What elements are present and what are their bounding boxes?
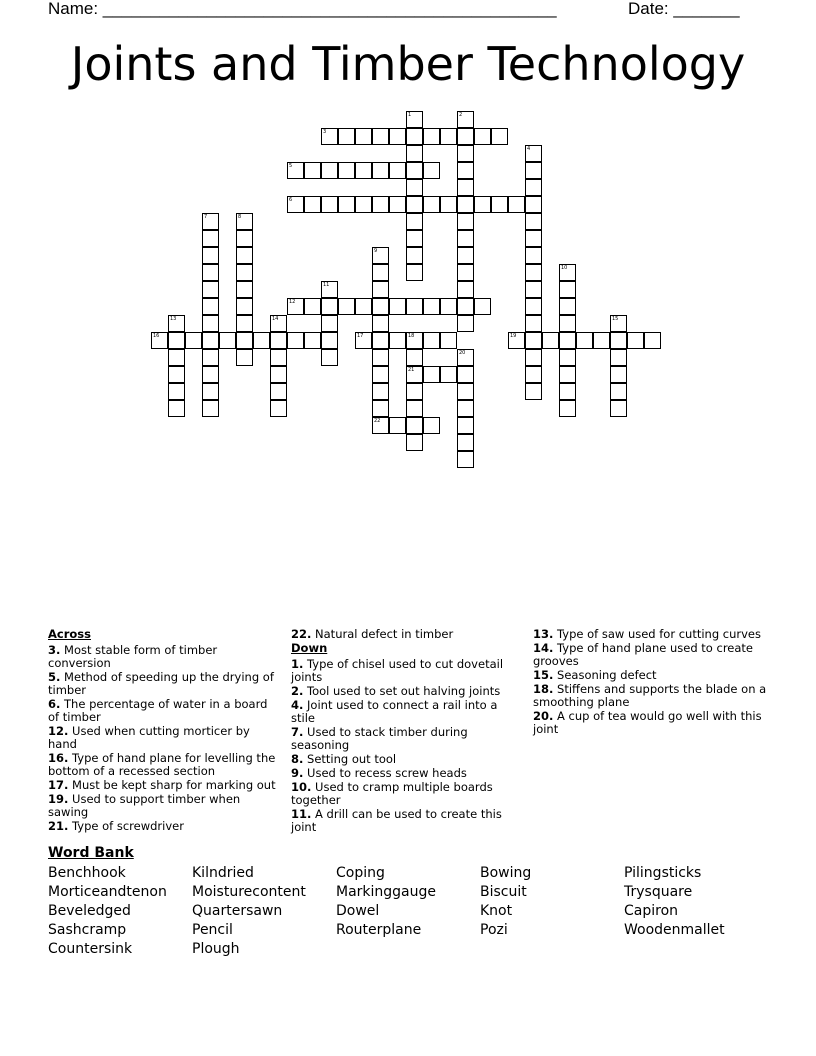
crossword-cell[interactable]	[406, 179, 423, 196]
crossword-cell[interactable]	[270, 332, 287, 349]
crossword-cell[interactable]	[423, 417, 440, 434]
crossword-cell[interactable]	[457, 400, 474, 417]
clue-item: 12. Used when cutting morticer by hand	[48, 724, 250, 751]
clue-number: 10	[561, 265, 568, 271]
clue-item: 14. Type of hand plane used to create grooves	[533, 641, 753, 668]
crossword-cell[interactable]	[287, 298, 304, 315]
crossword-cell[interactable]	[372, 281, 389, 298]
crossword-cell[interactable]	[355, 128, 372, 145]
crossword-cell[interactable]	[474, 298, 491, 315]
crossword-cell[interactable]	[440, 366, 457, 383]
word-bank-item: Kilndried	[192, 865, 254, 881]
crossword-cell[interactable]	[202, 400, 219, 417]
crossword-cell[interactable]	[610, 400, 627, 417]
word-bank-item: Moisturecontent	[192, 884, 306, 900]
crossword-cell[interactable]	[525, 315, 542, 332]
crossword-cell[interactable]	[457, 111, 474, 128]
word-bank-item: Morticeandtenon	[48, 884, 167, 900]
word-bank-item: Benchhook	[48, 865, 126, 881]
clue-number: 22	[374, 418, 381, 424]
crossword-cell[interactable]	[474, 128, 491, 145]
crossword-cell[interactable]	[525, 349, 542, 366]
word-bank-item: Coping	[336, 865, 385, 881]
clue-number: 6	[289, 197, 293, 203]
crossword-cell[interactable]	[372, 162, 389, 179]
crossword-cell[interactable]	[202, 332, 219, 349]
clue-item: 4. Joint used to connect a rail into a stile	[291, 698, 498, 725]
page-title: Joints and Timber Technology	[70, 37, 746, 91]
crossword-cell[interactable]	[236, 264, 253, 281]
crossword-cell[interactable]	[236, 247, 253, 264]
crossword-cell[interactable]	[406, 332, 423, 349]
crossword-cell[interactable]	[151, 332, 168, 349]
crossword-cell[interactable]	[202, 315, 219, 332]
date-field-label: Date: _______	[628, 0, 740, 18]
crossword-cell[interactable]	[406, 264, 423, 281]
crossword-cell[interactable]	[576, 332, 593, 349]
clues-column-1	[48, 628, 278, 834]
crossword-cell[interactable]	[457, 383, 474, 400]
clue-number: 1	[408, 112, 412, 118]
crossword-cell[interactable]	[202, 366, 219, 383]
clue-item: 20. A cup of tea would go well with this joint	[533, 709, 762, 736]
word-bank-item: Pencil	[192, 922, 233, 938]
crossword-cell[interactable]	[236, 332, 253, 349]
crossword-cell[interactable]	[321, 332, 338, 349]
crossword-cell[interactable]	[168, 383, 185, 400]
crossword-cell[interactable]	[168, 332, 185, 349]
crossword-cell[interactable]	[525, 298, 542, 315]
crossword-cell[interactable]	[202, 213, 219, 230]
crossword-cell[interactable]	[406, 400, 423, 417]
word-bank-item: Countersink	[48, 941, 133, 957]
word-bank-item: Woodenmallet	[624, 922, 725, 938]
crossword-cell[interactable]	[406, 162, 423, 179]
crossword-cell[interactable]	[559, 332, 576, 349]
crossword-cell[interactable]	[236, 281, 253, 298]
crossword-cell[interactable]	[423, 332, 440, 349]
crossword-cell[interactable]	[372, 400, 389, 417]
crossword-cell[interactable]	[304, 332, 321, 349]
word-bank-item: Trysquare	[624, 884, 693, 900]
clue-item: 21. Type of screwdriver	[48, 819, 184, 833]
clue-item: 10. Used to cramp multiple boards together	[291, 780, 493, 807]
crossword-cell[interactable]	[389, 298, 406, 315]
clue-item: 6. The percentage of water in a board of timber	[48, 697, 268, 724]
name-field-label: Name: ________________________________________________	[48, 0, 557, 18]
crossword-cell[interactable]	[389, 332, 406, 349]
crossword-cell[interactable]	[525, 383, 542, 400]
clue-item: 18. Stiffens and supports the blade on a smoothing plane	[533, 682, 767, 709]
crossword-cell[interactable]	[270, 349, 287, 366]
word-bank-item: Biscuit	[480, 884, 527, 900]
clue-number: 4	[527, 146, 531, 152]
crossword-cell[interactable]	[457, 230, 474, 247]
crossword-cell[interactable]	[372, 196, 389, 213]
clue-item: 1. Type of chisel used to cut dovetail joints	[291, 657, 504, 684]
crossword-cell[interactable]	[287, 332, 304, 349]
crossword-cell[interactable]	[457, 315, 474, 332]
crossword-cell[interactable]	[457, 281, 474, 298]
crossword-cell[interactable]	[270, 366, 287, 383]
crossword-grid	[0, 0, 816, 480]
crossword-cell[interactable]	[457, 179, 474, 196]
crossword-cell[interactable]	[406, 366, 423, 383]
clue-number: 11	[323, 282, 330, 288]
crossword-cell[interactable]	[457, 196, 474, 213]
crossword-cell[interactable]	[338, 298, 355, 315]
clue-item: 15. Seasoning defect	[533, 668, 657, 682]
crossword-cell[interactable]	[372, 332, 389, 349]
clue-number: 2	[459, 112, 463, 118]
crossword-cell[interactable]	[457, 298, 474, 315]
crossword-cell[interactable]	[440, 298, 457, 315]
crossword-cell[interactable]	[202, 349, 219, 366]
crossword-cell[interactable]	[525, 230, 542, 247]
clue-number: 16	[153, 333, 160, 339]
crossword-cell[interactable]	[389, 128, 406, 145]
clue-number: 14	[272, 316, 279, 322]
crossword-cell[interactable]	[610, 315, 627, 332]
clue-item: 3. Most stable form of timber conversion	[48, 643, 218, 670]
word-bank-item: Markinggauge	[336, 884, 437, 900]
clue-item: 19. Used to support timber when sawing	[48, 792, 241, 819]
crossword-cell[interactable]	[457, 349, 474, 366]
crossword-cell[interactable]	[406, 145, 423, 162]
clue-item: 5. Method of speeding up the drying of timber	[48, 670, 274, 697]
clue-item: 9. Used to recess screw heads	[291, 766, 467, 780]
crossword-cell[interactable]	[389, 417, 406, 434]
crossword-cell[interactable]	[321, 349, 338, 366]
crossword-cell[interactable]	[236, 213, 253, 230]
crossword-cell[interactable]	[508, 196, 525, 213]
clue-number: 12	[289, 299, 296, 305]
clue-number: 17	[357, 333, 364, 339]
clue-number: 8	[238, 214, 242, 220]
crossword-cell[interactable]	[389, 162, 406, 179]
crossword-cell[interactable]	[559, 349, 576, 366]
crossword-cell[interactable]	[355, 298, 372, 315]
crossword-cell[interactable]	[406, 196, 423, 213]
crossword-cell[interactable]	[457, 162, 474, 179]
crossword-cell[interactable]	[338, 196, 355, 213]
crossword-cell[interactable]	[202, 298, 219, 315]
clues-column-2	[291, 628, 521, 835]
word-bank-item: Beveledged	[48, 903, 131, 919]
clue-number: 5	[289, 163, 293, 169]
crossword-cell[interactable]	[525, 213, 542, 230]
crossword-cell[interactable]	[457, 264, 474, 281]
word-bank-item: Sashcramp	[48, 922, 127, 938]
crossword-cell[interactable]	[525, 366, 542, 383]
crossword-cell[interactable]	[406, 383, 423, 400]
clue-number: 9	[374, 248, 378, 254]
crossword-cell[interactable]	[423, 298, 440, 315]
crossword-cell[interactable]	[355, 196, 372, 213]
crossword-cell[interactable]	[508, 332, 525, 349]
word-bank	[48, 864, 768, 959]
clue-item: 8. Setting out tool	[291, 752, 397, 766]
clue-item: 16. Type of hand plane for levelling the bottom of a recessed section	[48, 751, 276, 778]
crossword-cell[interactable]	[406, 230, 423, 247]
crossword-cell[interactable]	[457, 128, 474, 145]
crossword-cell[interactable]	[491, 196, 508, 213]
clue-item: 11. A drill can be used to create this joint	[291, 807, 502, 834]
crossword-cell[interactable]	[559, 315, 576, 332]
crossword-cell[interactable]	[321, 128, 338, 145]
crossword-cell[interactable]	[627, 332, 644, 349]
crossword-cell[interactable]	[372, 383, 389, 400]
crossword-cell[interactable]	[304, 162, 321, 179]
crossword-cell[interactable]	[644, 332, 661, 349]
crossword-cell[interactable]	[321, 196, 338, 213]
crossword-cell[interactable]	[559, 264, 576, 281]
clue-number: 7	[204, 214, 208, 220]
crossword-cell[interactable]	[372, 264, 389, 281]
crossword-cell[interactable]	[372, 417, 389, 434]
crossword-cell[interactable]	[168, 366, 185, 383]
clue-item: 2. Tool used to set out halving joints	[291, 684, 501, 698]
crossword-cell[interactable]	[304, 298, 321, 315]
word-bank-item: Knot	[480, 903, 513, 919]
crossword-cell[interactable]	[525, 247, 542, 264]
across-heading: Across	[48, 627, 91, 641]
clue-item: 13. Type of saw used for cutting curves	[533, 627, 761, 641]
crossword-cell[interactable]	[270, 400, 287, 417]
crossword-cell[interactable]	[372, 349, 389, 366]
crossword-cell[interactable]	[457, 213, 474, 230]
crossword-cell[interactable]	[457, 451, 474, 468]
clue-item: 17. Must be kept sharp for marking out	[48, 778, 276, 792]
crossword-cell[interactable]	[525, 162, 542, 179]
crossword-cell[interactable]	[270, 315, 287, 332]
clue-number: 18	[408, 333, 415, 339]
crossword-cell[interactable]	[372, 247, 389, 264]
crossword-cell[interactable]	[389, 196, 406, 213]
crossword-cell[interactable]	[406, 434, 423, 451]
crossword-cell[interactable]	[559, 400, 576, 417]
word-bank-item: Dowel	[336, 903, 380, 919]
crossword-cell[interactable]	[372, 366, 389, 383]
crossword-cell[interactable]	[559, 383, 576, 400]
crossword-cell[interactable]	[406, 298, 423, 315]
word-bank-item: Plough	[192, 941, 240, 957]
crossword-cell[interactable]	[168, 349, 185, 366]
crossword-cell[interactable]	[253, 332, 270, 349]
clues-column-3	[533, 628, 768, 737]
clue-number: 13	[170, 316, 177, 322]
crossword-cell[interactable]	[525, 281, 542, 298]
word-bank-item: Capiron	[624, 903, 679, 919]
crossword-cell[interactable]	[185, 332, 202, 349]
crossword-cell[interactable]	[168, 400, 185, 417]
crossword-cell[interactable]	[423, 128, 440, 145]
crossword-cell[interactable]	[321, 162, 338, 179]
crossword-cell[interactable]	[406, 247, 423, 264]
crossword-cell[interactable]	[423, 366, 440, 383]
crossword-cell[interactable]	[236, 230, 253, 247]
word-bank-heading: Word Bank	[48, 845, 134, 861]
crossword-cell[interactable]	[542, 332, 559, 349]
clue-item: 7. Used to stack timber during seasoning	[291, 725, 468, 752]
crossword-cell[interactable]	[610, 349, 627, 366]
crossword-cell[interactable]	[474, 196, 491, 213]
crossword-cell[interactable]	[457, 434, 474, 451]
word-bank-item: Bowing	[480, 865, 532, 881]
crossword-cell[interactable]	[406, 349, 423, 366]
crossword-cell[interactable]	[406, 417, 423, 434]
crossword-cell[interactable]	[219, 332, 236, 349]
down-heading: Down	[291, 641, 328, 655]
crossword-cell[interactable]	[610, 366, 627, 383]
crossword-cell[interactable]	[593, 332, 610, 349]
crossword-cell[interactable]	[372, 128, 389, 145]
crossword-cell[interactable]	[610, 383, 627, 400]
crossword-cell[interactable]	[202, 264, 219, 281]
crossword-cell[interactable]	[423, 162, 440, 179]
clue-number: 21	[408, 367, 415, 373]
crossword-cell[interactable]	[525, 145, 542, 162]
crossword-cell[interactable]	[406, 128, 423, 145]
clue-item: 22. Natural defect in timber	[291, 627, 454, 641]
crossword-cell[interactable]	[338, 162, 355, 179]
crossword-cell[interactable]	[202, 383, 219, 400]
crossword-cell[interactable]	[287, 196, 304, 213]
crossword-cell[interactable]	[559, 298, 576, 315]
crossword-cell[interactable]	[168, 315, 185, 332]
crossword-cell[interactable]	[202, 281, 219, 298]
crossword-cell[interactable]	[372, 298, 389, 315]
word-bank-item: Pilingsticks	[624, 865, 702, 881]
crossword-cell[interactable]	[457, 366, 474, 383]
clue-number: 19	[510, 333, 517, 339]
crossword-cell[interactable]	[236, 349, 253, 366]
crossword-cell[interactable]	[525, 196, 542, 213]
crossword-cell[interactable]	[355, 332, 372, 349]
clue-number: 20	[459, 350, 466, 356]
crossword-cell[interactable]	[321, 298, 338, 315]
crossword-cell[interactable]	[440, 196, 457, 213]
crossword-cell[interactable]	[457, 247, 474, 264]
word-bank-item: Pozi	[480, 922, 508, 938]
crossword-cell[interactable]	[321, 315, 338, 332]
crossword-cell[interactable]	[372, 315, 389, 332]
crossword-cell[interactable]	[338, 128, 355, 145]
crossword-cell[interactable]	[236, 315, 253, 332]
crossword-cell[interactable]	[355, 162, 372, 179]
clue-number: 3	[323, 129, 327, 135]
word-bank-item: Quartersawn	[192, 903, 283, 919]
crossword-cell[interactable]	[406, 111, 423, 128]
crossword-cell[interactable]	[457, 417, 474, 434]
crossword-cell[interactable]	[491, 128, 508, 145]
crossword-cell[interactable]	[559, 366, 576, 383]
crossword-cell[interactable]	[525, 332, 542, 349]
word-bank-item: Routerplane	[336, 922, 422, 938]
crossword-cell[interactable]	[440, 128, 457, 145]
crossword-cell[interactable]	[304, 196, 321, 213]
clue-number: 15	[612, 316, 619, 322]
crossword-cell[interactable]	[440, 332, 457, 349]
crossword-cell[interactable]	[270, 383, 287, 400]
crossword-cell[interactable]	[457, 145, 474, 162]
crossword-cell[interactable]	[610, 332, 627, 349]
crossword-cell[interactable]	[202, 230, 219, 247]
crossword-cell[interactable]	[525, 179, 542, 196]
crossword-cell[interactable]	[406, 213, 423, 230]
crossword-cell[interactable]	[287, 162, 304, 179]
crossword-cell[interactable]	[525, 264, 542, 281]
crossword-cell[interactable]	[559, 281, 576, 298]
crossword-cell[interactable]	[202, 247, 219, 264]
crossword-cell[interactable]	[321, 281, 338, 298]
crossword-cell[interactable]	[423, 196, 440, 213]
crossword-cell[interactable]	[236, 298, 253, 315]
